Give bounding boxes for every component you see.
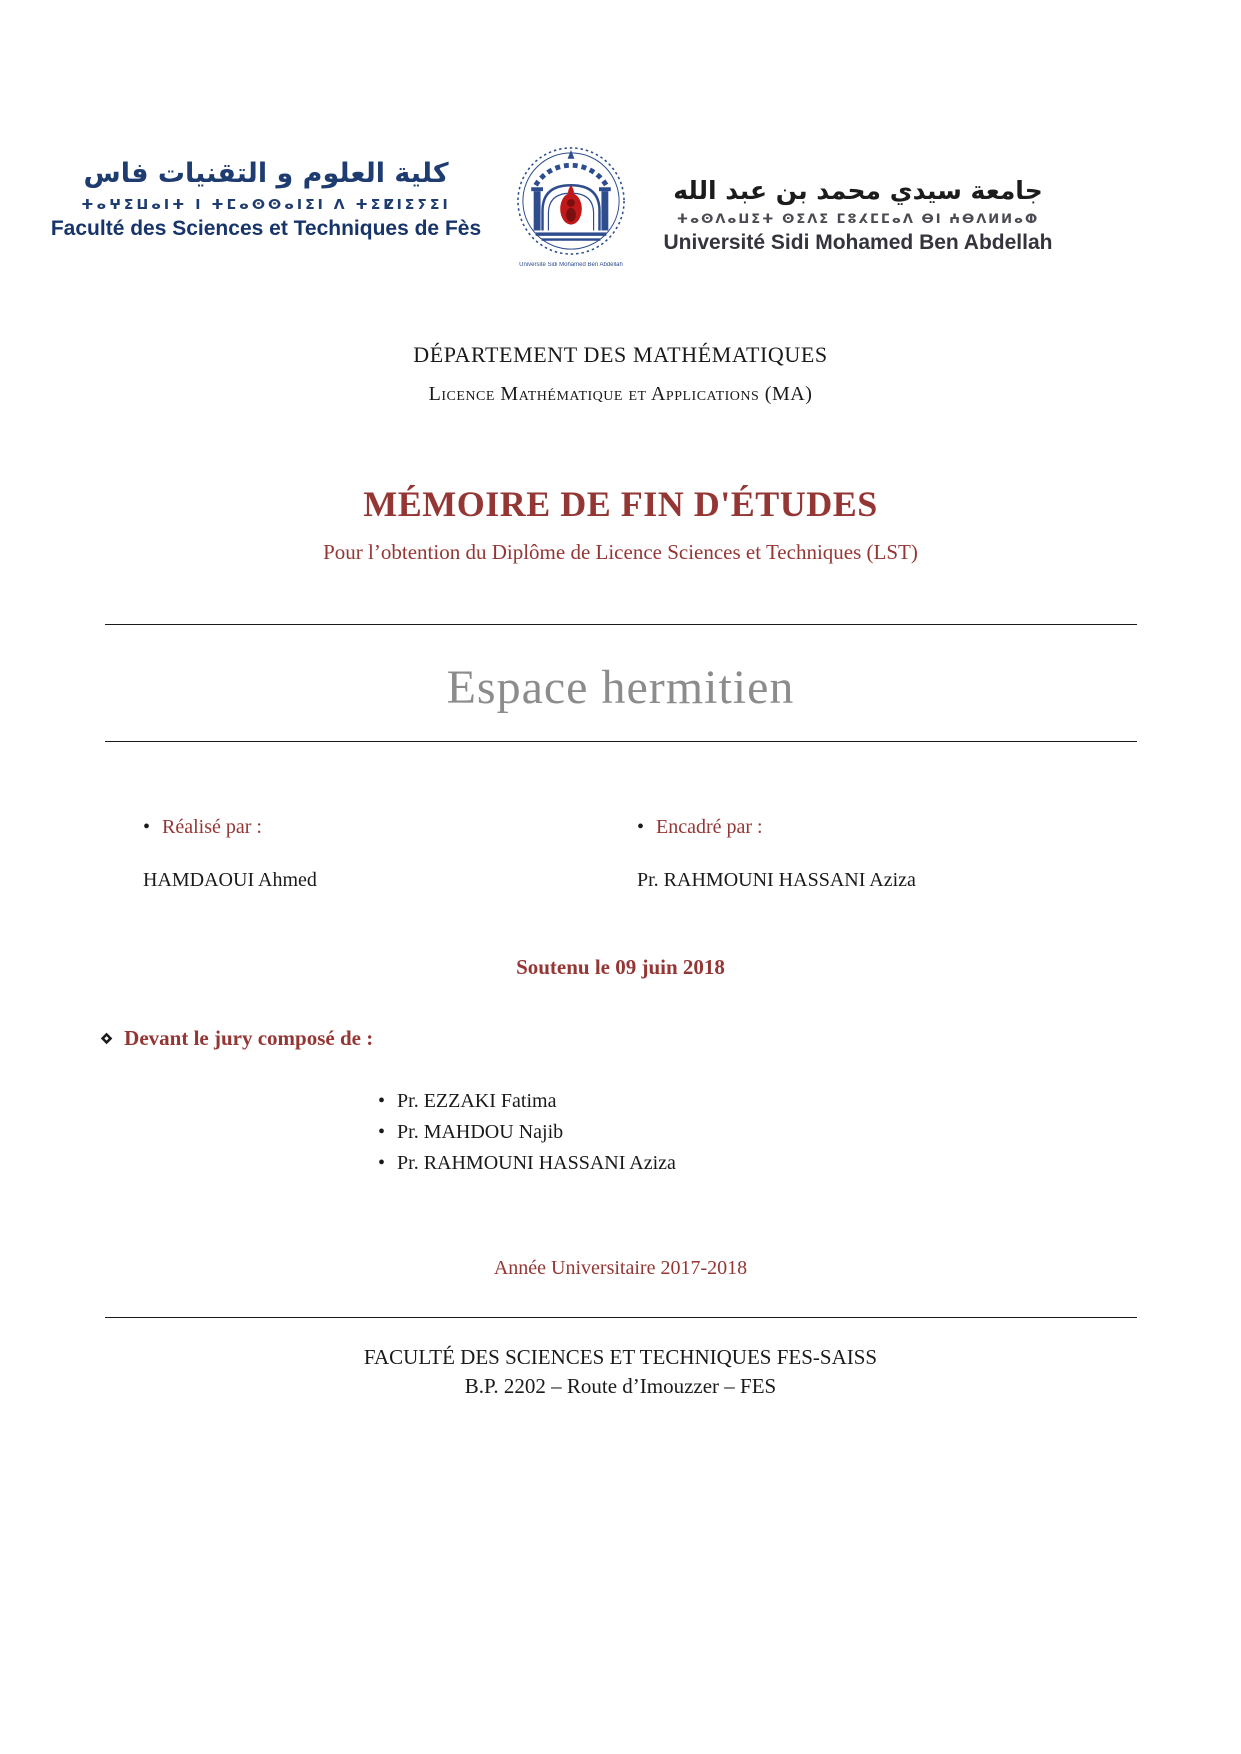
footer-postal: B.P. 2202 – Route d’Imouzzer – FES [464,1373,777,1398]
jury-member-row [378,1117,676,1148]
horizontal-rule-top [105,624,1137,625]
department-title: DÉPARTEMENT DES MATHÉMATIQUES [413,342,828,367]
jury-list [378,1086,676,1179]
supervisor-label: Encadré par : [656,816,763,838]
footer-address [0,1343,1241,1401]
jury-member-row [378,1086,676,1117]
supervisor-label-row [637,816,763,839]
jury-member-name: Pr. MAHDOU Najib [397,1121,564,1143]
bullet-icon [637,816,656,838]
seal-caption-text: Université Sidi Mohamed Ben Abdellah [519,262,623,268]
university-name-tifinagh: ⵜⴰⵙⴷⴰⵡⵉⵜ ⵙⵉⴷⵉ ⵎⵓⵃⵎⵎⴰⴷ ⴱⵏ ⵄⴱⴷⵍⵍⴰⵀ [676,212,1040,227]
university-seal-icon [512,146,630,256]
horizontal-rule-bottom [105,741,1137,742]
university-seal-logo [512,146,630,268]
university-logo-block [645,176,1071,255]
bullet-icon [378,1090,397,1112]
defense-date: Soutenu le 09 juin 2018 [516,955,725,979]
supervisor-name: Pr. RAHMOUNI HASSANI Aziza [637,869,916,891]
faculty-name-french: Faculté des Sciences et Techniques de Fès [50,217,482,241]
bullet-icon [143,816,162,838]
footer-institution: FACULTÉ DES SCIENCES ET TECHNIQUES FES-SAISS [363,1345,878,1369]
academic-year: Année Universitaire 2017-2018 [493,1257,748,1279]
author-label: Réalisé par : [162,816,262,838]
memoire-title: MÉMOIRE DE FIN D'ÉTUDES [363,484,878,524]
faculty-name-tifinagh: ⵜⴰⵖⵉⵡⴰⵏⵜ ⵏ ⵜⵎⴰⵙⵙⴰⵏⵉⵏ ⴷ ⵜⵉⵇⵏⵉⵢⵉⵏ [81,197,451,214]
memoire-subtitle: Pour l’obtention du Diplôme de Licence Sciences et Techniques (LST) [323,540,918,564]
university-name-french: Université Sidi Mohamed Ben Abdellah [663,231,1053,254]
author-name: HAMDAOUI Ahmed [143,869,317,891]
faculty-logo-block [38,158,494,241]
diamond-icon [100,1026,124,1050]
author-label-row [143,816,262,839]
jury-member-name: Pr. EZZAKI Fatima [397,1090,557,1112]
horizontal-rule-footer [105,1317,1137,1318]
bullet-icon [378,1121,397,1143]
faculty-name-arabic: كلية العلوم و التقنيات فاس [83,158,449,189]
program-title: Licence Mathématique et Applications (MA) [428,383,813,405]
thesis-title: Espace hermitien [446,661,795,714]
jury-heading-row [100,1026,373,1051]
bullet-icon [378,1152,397,1174]
jury-member-row [378,1148,676,1179]
jury-member-name: Pr. RAHMOUNI HASSANI Aziza [397,1152,676,1174]
university-name-arabic: جامعة سيدي محمد بن عبد الله [673,176,1043,205]
jury-heading: Devant le jury composé de : [124,1026,374,1050]
